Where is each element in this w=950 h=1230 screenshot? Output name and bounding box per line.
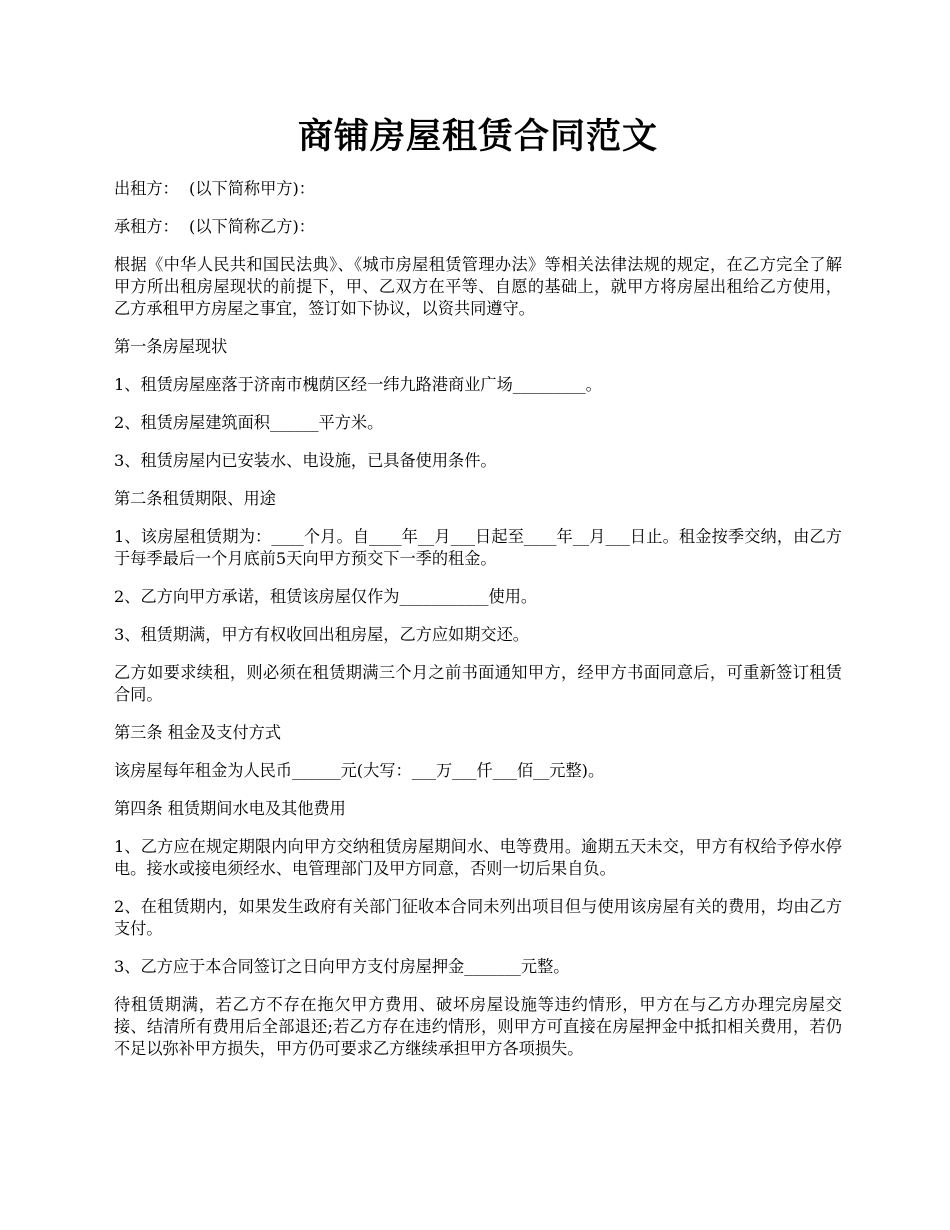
article-1-item-3: 3、租赁房屋内已安装水、电设施，已具备使用条件。 <box>114 451 497 470</box>
article-2-heading: 第二条租赁期限、用途 <box>114 489 276 508</box>
article-4-item-3: 3、乙方应于本合同签订之日向甲方支付房屋押金_______元整。 <box>114 957 570 976</box>
article-2-item-1: 1、该房屋租赁期为：____个月。自____年__月___日起至____年__月___日止。租金按季交纳，由乙方于每季最后一个月底前5天向甲方预交下一季的租金。 <box>114 527 842 568</box>
article-4-item-1: 1、乙方应在规定期限内向甲方交纳租赁房屋期间水、电等费用。逾期五天未交，甲方有权给予停水停电。接水或接电须经水、电管理部门及甲方同意，否则一切后果自负。 <box>114 837 842 878</box>
rent-paragraph: 该房屋每年租金为人民币______元(大写：___万___仟___佰__元整)。 <box>114 761 605 780</box>
article-3-heading: 第三条 租金及支付方式 <box>114 723 282 742</box>
article-2-item-2: 2、乙方向甲方承诺，租赁该房屋仅作为___________使用。 <box>114 587 538 606</box>
article-4-item-2: 2、在租赁期内，如果发生政府有关部门征收本合同未列出项目但与使用该房屋有关的费用，均由乙方支付。 <box>114 897 842 938</box>
lessor-line: 出租方： (以下简称甲方)： <box>114 179 315 198</box>
document-title: 商铺房屋租赁合同范文 <box>297 116 658 157</box>
article-4-heading: 第四条 租赁期间水电及其他费用 <box>114 799 346 818</box>
document-page <box>114 0 842 1076</box>
article-1-heading: 第一条房屋现状 <box>114 337 228 356</box>
preamble-paragraph: 根据《中华人民共和国民法典》、《城市房屋租赁管理办法》等相关法律法规的规定，在乙方完全了解甲方所出租房屋现状的前提下，甲、乙双方在平等、自愿的基础上，就甲方将房屋出租给乙方使用，乙方承租甲方房屋之事宜，签订如下协议，以资共同遵守。 <box>114 255 842 318</box>
lessee-line: 承租方： (以下简称乙方)： <box>114 217 315 236</box>
deposit-refund-paragraph: 待租赁期满，若乙方不存在拖欠甲方费用、破坏房屋设施等违约情形，甲方在与乙方办理完房屋交接、结清所有费用后全部退还;若乙方存在违约情形，则甲方可直接在房屋押金中抵扣相关费用，若仍不足以弥补甲方损失，甲方仍可要求乙方继续承担甲方各项损失。 <box>114 995 842 1058</box>
article-2-item-3: 3、租赁期满，甲方有权收回出租房屋，乙方应如期交还。 <box>114 625 529 644</box>
document-body <box>114 178 842 1060</box>
article-1-item-1: 1、租赁房屋座落于济南市槐荫区经一纬九路港商业广场_________。 <box>114 375 602 394</box>
renewal-paragraph: 乙方如要求续租，则必须在租赁期满三个月之前书面通知甲方，经甲方书面同意后，可重新签订租赁合同。 <box>114 663 842 704</box>
article-1-item-2: 2、租赁房屋建筑面积______平方米。 <box>114 413 384 432</box>
